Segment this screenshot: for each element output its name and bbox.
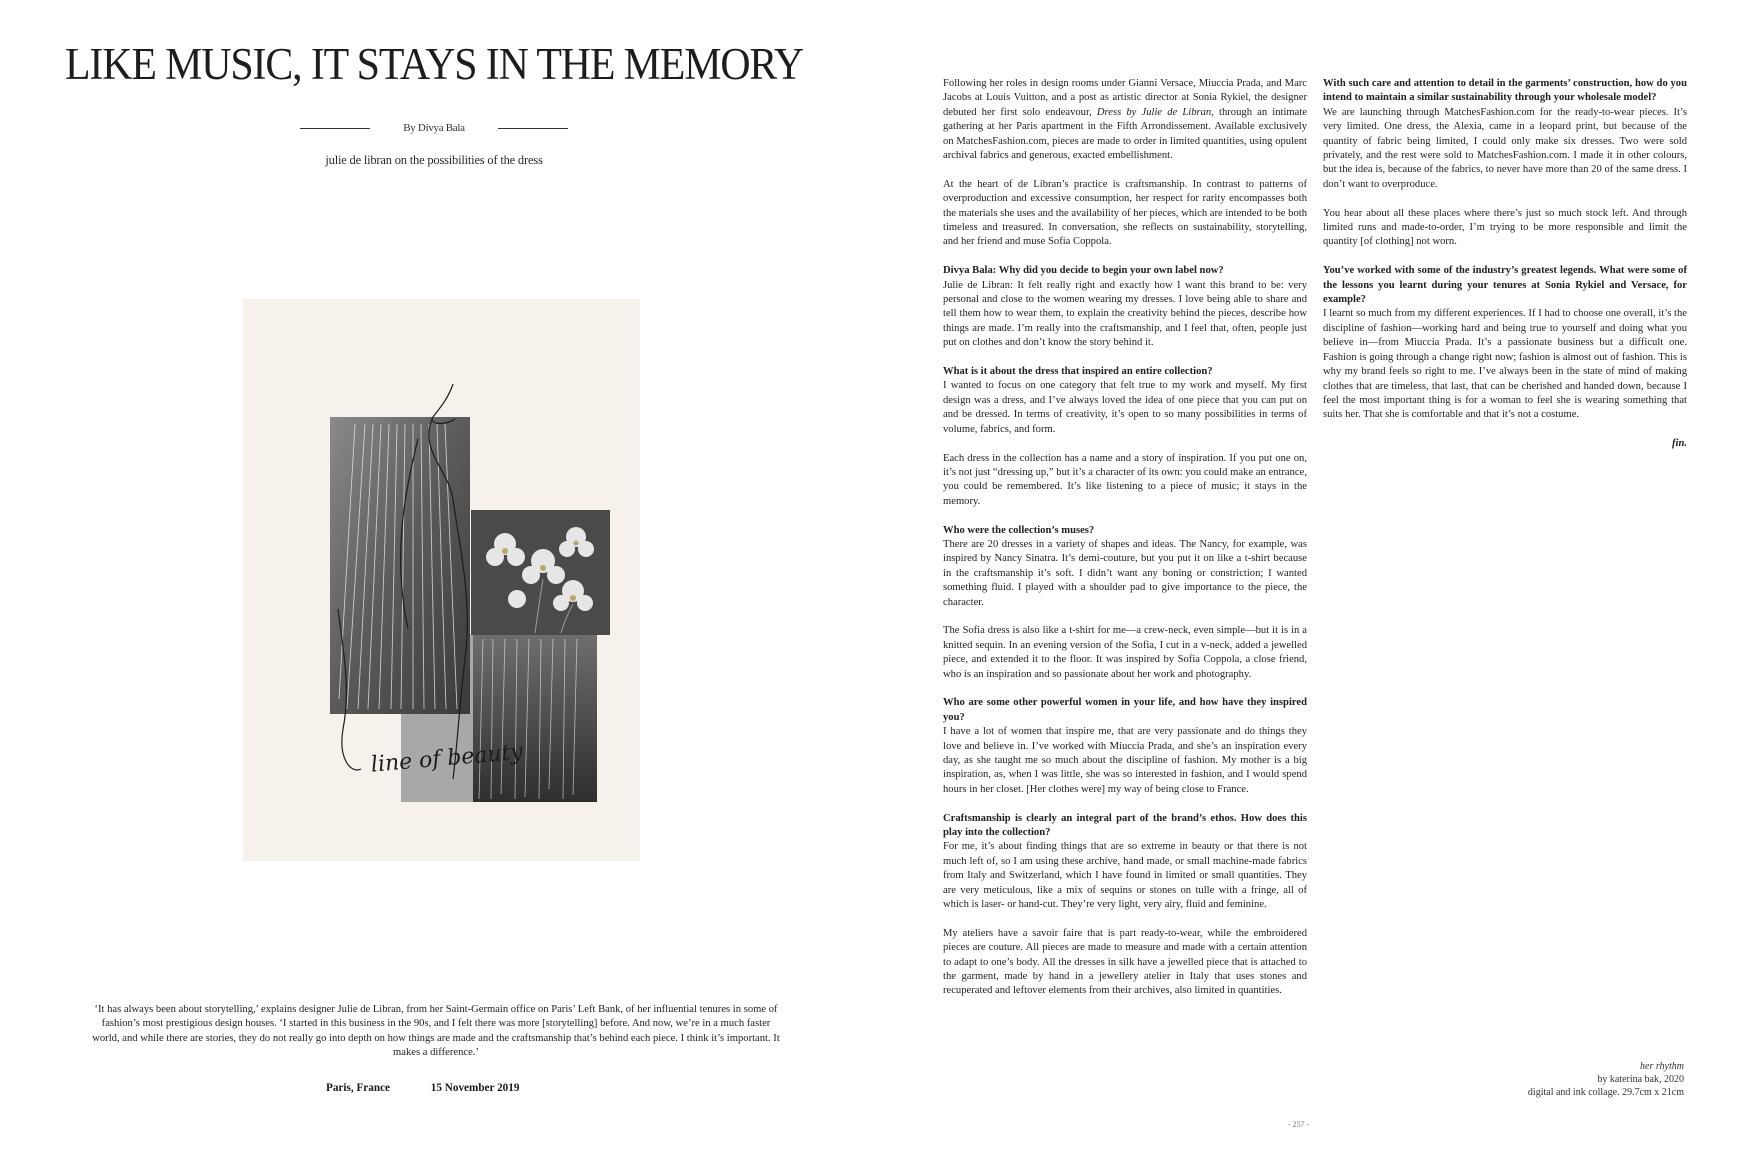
artwork-script-text: line of beauty [369,739,524,778]
paragraph-text: , through an intimate gathering at her Paris apartment in the Fifth Arrondissement. Available exclusively on MatchesFashion.com, pieces are made to order in limited quantities, using opulent archival fabrics and generous, exacted embellishment. [943,106,1307,162]
question: You’ve worked with some of the industry’s greatest legends. What were some of the lessons you learnt during your tenures at Sonia Rykiel and Versace, for example? [1323,265,1687,306]
answer: I have a lot of women that inspire me, that are very passionate and do things they love and believe in. I’ve worked with Miuccia Prada, and she’s an inspiration every day, as she taught me so much about the discipline of fashion. My mother is a big inspiration, as, when I was little, she was so interested in fashion, and I would spend hours in her closet. [Her clothes were] my way of being close to France. [943,726,1307,795]
intro-paragraph: ‘It has always been about storytelling,’ explains designer Julie de Libran, from her Saint-Germain office on Paris’ Left Bank, of her influential tenures in some of fashion’s most prestigious design houses. ‘I started in this business in the 90s, and I felt there was more [storytelling] before. And now, we’re in a much faster world, and while there are stories, they do not really go into depth on how things are made and the craftsmanship that’s behind each piece. I think it’s important. It makes a difference.’ [92,1004,780,1059]
qa-block [943,524,1307,610]
byline-rule-left [300,128,370,129]
caption-medium: digital and ink collage. 29.7cm x 21cm [1527,1087,1684,1098]
qa-block [1323,264,1687,422]
caption-credit: by katerina bak, 2020 [1597,1074,1684,1085]
question: Divya Bala: Why did you decide to begin your own label now? [943,265,1224,277]
byline-row [300,122,568,134]
end-mark: fin. [1671,438,1687,450]
answer-paragraph: My ateliers have a savoir faire that is part ready-to-wear, while the embroidered pieces are couture. All pieces are made to measure and made with a certain attention to adapt to one’s body. All the dresses in silk have a jewelled piece that is attached to the garment, made by hand in a jewellery atelier in Italy that uses stones and recuperated and leftover elements from their archives, also limited in quantities. [943,927,1307,997]
article-title: LIKE MUSIC, IT STAYS IN THE MEMORY [64,39,804,89]
question: Craftsmanship is clearly an integral part of the brand’s ethos. How does this play into the collection? [943,812,1307,838]
dateline [326,1082,519,1094]
answer-paragraph: You hear about all these places where there’s just so much stock left. And through limited runs and made-to-order, I’m trying to be more responsible and limit the quantity [of clothing] not worn. [1323,207,1687,248]
answer-paragraph: The Sofia dress is also like a t-shirt for me—a crew-neck, even simple—but it is in a knitted sequin. In an evening version of the Sofia, I cut in a v-neck, added a jewelled piece, and extended it to the floor. It was inspired by Sofia Coppola, a close friend, who is an inspiration and so passionate about her work and photography. [943,625,1307,680]
answer-paragraph: Each dress in the collection has a name and a story of inspiration. If you put one on, it’s not just “dressing up,” but it’s a character of its own: you could make an entrance, you could be remembered. It’s like listening to a piece of music; it stays in the memory. [943,452,1307,507]
byline-rule-right [498,128,568,129]
left-page [0,0,868,1156]
question: Who were the collection’s muses? [943,524,1095,536]
qa-block [943,812,1307,913]
artwork-caption [1528,1060,1684,1099]
dateline-date: 15 November 2019 [430,1082,520,1094]
qa-block [943,365,1307,437]
question: Who are some other powerful women in your life, and how have they inspired you? [943,697,1307,723]
collage-artwork [243,299,640,861]
byline: By Divya Bala [403,122,465,134]
text-column-1 [943,77,1307,1013]
qa-block [943,696,1307,797]
answer: I wanted to focus on one category that felt true to my work and myself. My first design was a dress, and I’ve always loved the idea of one piece that you can put on and be dressed. In terms of creativity, it’s open to so many possibilities in terms of volume, fabrics, and form. [943,380,1307,435]
text-column-2 [1323,77,1687,466]
dateline-location: Paris, France [326,1082,390,1094]
qa-block [943,264,1307,350]
right-page [868,0,1737,1156]
collage-image [243,299,640,861]
paragraph [943,77,1307,163]
label-title: Dress by Julie de Libran [1096,106,1212,118]
article-subtitle: julie de libran on the possibilities of the dress [325,153,543,167]
page-number: - 257 - [1288,1120,1310,1129]
answer: I learnt so much from my different experiences. If I had to choose one overall, it’s the discipline of fashion—working hard and being true to yourself and doing what you believe in—from Miuccia Prada. It’s a passionate business but a difficult one. Fashion is going through a change right now; fashion is almost out of fashion. This is why my brand feels so right to me. I’ve always been in the state of mind of making clothes that are timeless, that last, that can be cherished and handed down, because I feel the most important thing is for a woman to feel she is wearing something that suits her. That she is comfortable and that it’s not a costume. [1323,308,1687,421]
paragraph: At the heart of de Libran’s practice is craftsmanship. In contrast to patterns of overproduction and excessive consumption, her respect for rarity encompasses both the materials she uses and the availability of her pieces, which are intended to be both timeless and treasured. In conversation, she reflects on sustainability, storytelling, and her friend and muse Sofia Coppola. [943,178,1307,248]
answer: There are 20 dresses in a variety of shapes and ideas. The Nancy, for example, was inspired by Nancy Sinatra. It’s demi-couture, but you put it on like a t-shirt because in the craftsmanship it’s soft. I didn’t want any boning or constriction; I wanted something fluid. I played with a shoulder pad to give importance to the piece, the character. [943,538,1307,608]
paragraph-text: Following her roles in design rooms under Gianni Versace, Miuccia Prada, and Marc Jacobs at Louis Vuitton, and a post as artistic director at Sonia Rykiel, the designer debuted her first solo endeavour, [943,78,1307,118]
question: With such care and attention to detail in the garments’ construction, how do you intend to maintain a similar sustainability through your wholesale model? [1323,78,1687,104]
answer: For me, it’s about finding things that are so extreme in beauty or that there is not much left of, so I am using these archive, hand made, or small machine-made fabrics from Italy and Switzerland, which I have found in limited or small quantities. They are very meticulous, like a mix of sequins or stones on tulle with a fringe, all of which is laser- or hand-cut. They’re very light, very airy, fluid and feminine. [943,841,1307,911]
answer: We are launching through MatchesFashion.com for the ready-to-wear pieces. It’s very limited. One dress, the Alexia, came in a leopard print, but because of the quantity of fabric being limited, I could only make six dresses. Two were sold privately, and the rest were sold to MatchesFashion.com. I made it in other colours, but the idea is, because of the fabrics, to never have more than 20 of the same dress. I don’t want to overproduce. [1323,106,1687,190]
qa-block [1323,77,1687,192]
question: What is it about the dress that inspired an entire collection? [943,366,1213,378]
caption-title: her rhythm [1640,1061,1684,1072]
answer: Julie de Libran: It felt really right and exactly how I want this brand to be: very personal and close to the women wearing my dresses. I love being able to share and tell them how to wear them, to explain the creativity behind the pieces, describe how things are made. I’m really into the craftsmanship, and I feel that, often, people just put on clothes and don’t know the story behind it. [943,279,1307,349]
